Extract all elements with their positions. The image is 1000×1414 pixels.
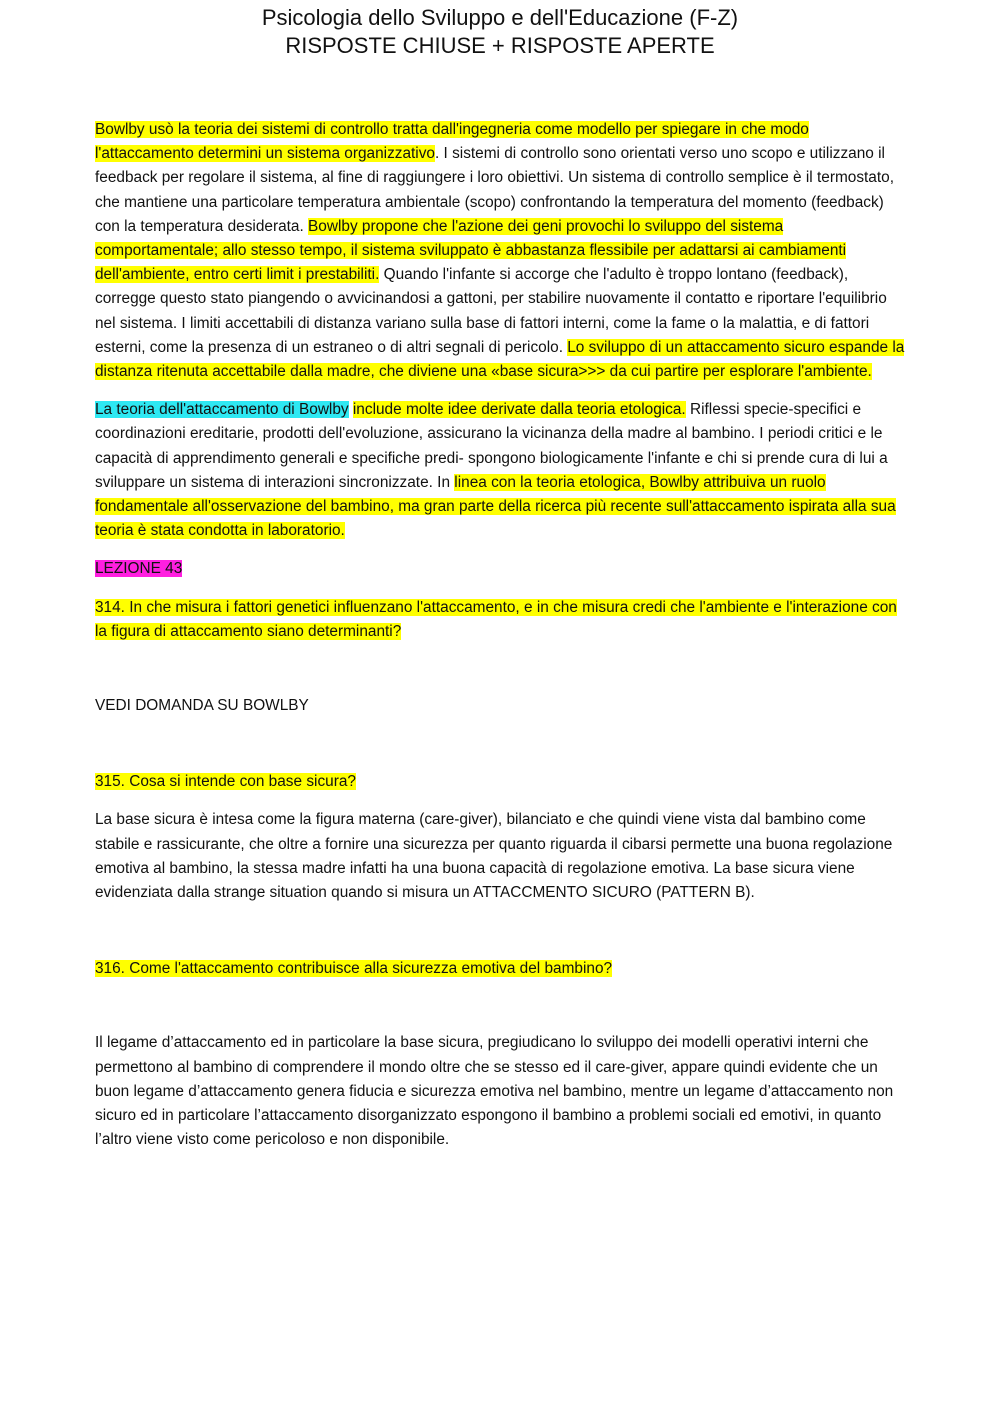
question-314-text: 314. In che misura i fattori genetici influenzano l'attaccamento, e in che misura credi che l'ambiente e l'interazione con la figura di attaccamento siano determinanti? bbox=[95, 598, 897, 640]
page-header bbox=[0, 4, 1000, 60]
paragraph-control-systems bbox=[95, 118, 907, 384]
question-314 bbox=[95, 596, 907, 644]
text-span: . I sistemi di controllo sono orientati verso uno scopo e utilizzano il feedback per regolare il sistema, al fine di raggiungere i loro obiettivi. Un sistema di controllo semplice è il termostato, che mantiene una particolare temperatura ambientale (scopo) confrontando la temperatura del momento (feedback) con la temperatura desiderata. bbox=[95, 145, 894, 235]
text-span: Riflessi specie-specifici e coordinazioni ereditarie, prodotti dell'evoluzione, assicurano la vicinanza della madre al bambino. I periodi critici e le capacità di apprendimento generali e specifiche predi- spongono biologicamente l'infante e chi si prende cura di lui a sviluppare un sistema di interazioni sincronizzate. In bbox=[95, 401, 888, 491]
highlight-yellow: include molte idee derivate dalla teoria etologica. bbox=[352, 401, 686, 419]
answer-315: La base sicura è intesa come la figura materna (care-giver), bilanciato e che quindi viene vista dal bambino come stabile e rassicurante, che oltre a fornire una sicurezza per quanto riguarda il cibarsi permette una buona regolazione emotiva al bambino, la stessa madre infatti ha una buona capacità di regolazione emotiva. La base sicura viene evidenziata dalla strange situation quando si misura un ATTACCMENTO SICURO (PATTERN B). bbox=[95, 811, 893, 902]
text-span: Quando l'infante si accorge che l'adulto è troppo lontano (feedback), corregge questo stato piangendo o avvicinandosi a gattoni, per stabilire nuovamente il contatto e riportare l'equilibrio nel sistema. I limiti accettabili di distanza variano sulla base di fattori interni, come la fame o la malattia, e di fattori esterni, come la presenza di un estraneo o di altri segnali di pericolo. bbox=[95, 266, 887, 356]
highlight-yellow: Bowlby propone che l'azione dei geni provochi lo sviluppo del sistema comportamentale; allo stesso tempo, il sistema sviluppato è abbastanza flessibile per adattarsi ai cambiamenti dell'ambiente, entro certi limit i prestabiliti. bbox=[95, 217, 847, 284]
lesson-label: LEZIONE 43 bbox=[95, 560, 183, 578]
lesson-heading bbox=[95, 557, 907, 581]
paragraph-ethology bbox=[95, 398, 907, 543]
question-316 bbox=[95, 957, 907, 981]
document-body bbox=[95, 118, 907, 1153]
document-title: Psicologia dello Sviluppo e dell'Educazione (F-Z) bbox=[261, 5, 739, 30]
question-315 bbox=[95, 770, 907, 794]
highlight-cyan: La teoria dell'attaccamento di Bowlby bbox=[95, 401, 349, 419]
question-315-text: 315. Cosa si intende con base sicura? bbox=[95, 773, 356, 791]
highlight-yellow: Lo sviluppo di un attaccamento sicuro espande la distanza ritenuta accettabile dalla madre, che diviene una «base sicura>>> da cui partire per esplorare l'ambiente. bbox=[95, 338, 905, 381]
answer-316: Il legame d’attaccamento ed in particolare la base sicura, pregiudicano lo sviluppo dei modelli operativi interni che permettono al bambino di comprendere il mondo oltre che se stesso ed il care-giver, appare quindi evidente che un buon legame d’attaccamento genera fiducia e sicurezza emotiva nel bambino, mentre un legame d’attaccamento non sicuro ed in particolare l’attaccamento disorganizzato espongono il bambino a problemi sociali ed emotivi, in quanto l’altro viene visto come pericoloso e non disponibile. bbox=[95, 1034, 894, 1149]
question-316-text: 316. Come l'attaccamento contribuisce alla sicurezza emotiva del bambino? bbox=[95, 960, 613, 978]
highlight-yellow: Bowlby usò la teoria dei sistemi di controllo tratta dall'ingegneria come modello per spiegare in che modo l'attaccamento determini un sistema organizzativo bbox=[95, 121, 809, 163]
document-subtitle: RISPOSTE CHIUSE + RISPOSTE APERTE bbox=[285, 33, 715, 58]
answer-314: VEDI DOMANDA SU BOWLBY bbox=[95, 697, 309, 715]
highlight-yellow: linea con la teoria etologica, Bowlby attribuiva un ruolo fondamentale all'osservazione del bambino, ma gran parte della ricerca più recente sull'attaccamento ispirata alla sua teoria è stata condotta in laboratorio. bbox=[95, 473, 896, 540]
